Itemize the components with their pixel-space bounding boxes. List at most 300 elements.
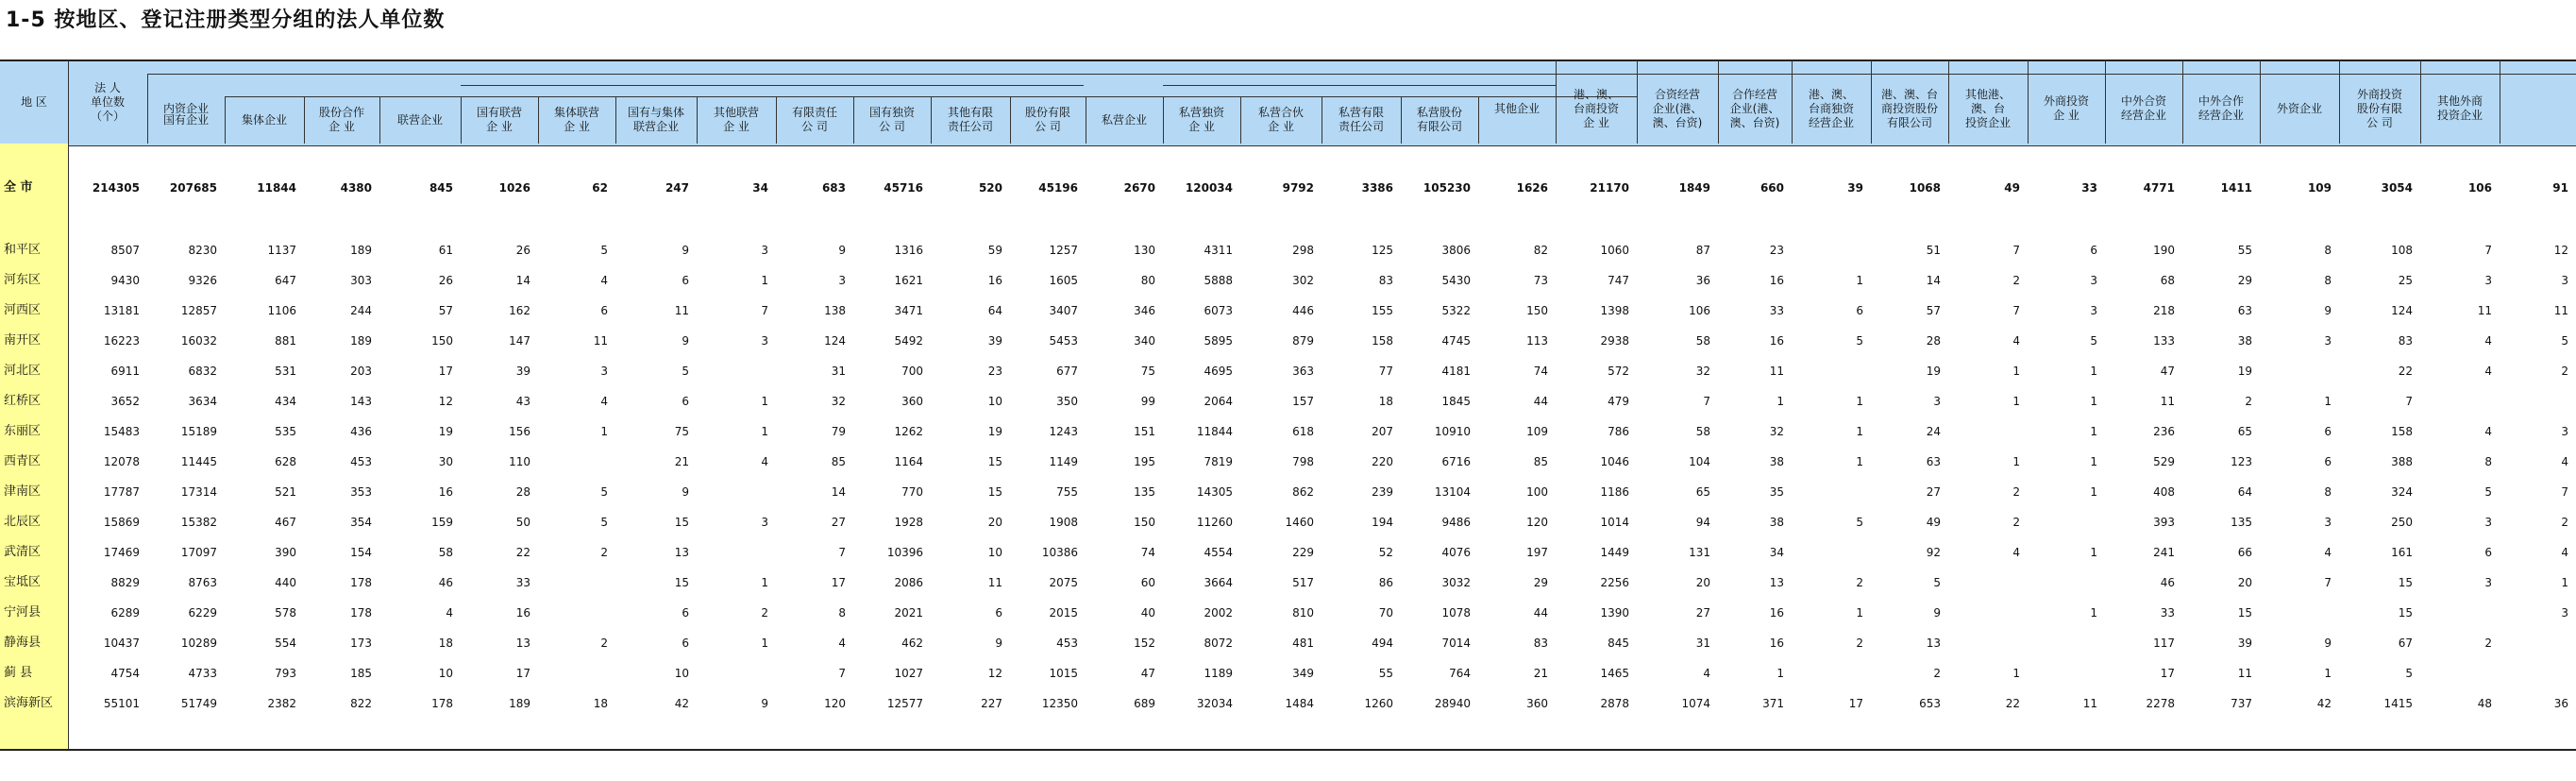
table-cell: 786 [1608,425,1629,438]
table-cell: 2002 [1204,606,1233,620]
table-cell: 572 [1608,365,1629,378]
table-cell: 4 [2484,425,2492,438]
table-cell: 21170 [1590,181,1629,195]
table-cell: 12 [987,667,1002,680]
table-cell: 6 [2484,546,2492,559]
table-cell: 42 [2316,697,2332,710]
table-cell: 14 [515,274,530,287]
table-row [0,540,2576,565]
table-cell: 578 [275,606,296,620]
table-cell: 16 [515,606,530,620]
region-name: 全 市 [4,180,33,195]
table-cell: 17 [515,667,530,680]
table-row [0,691,2576,716]
table-cell: 1411 [2220,181,2252,195]
table-cell: 2 [1856,637,1863,650]
table-row-total [0,176,2576,200]
table-cell: 47 [1140,667,1155,680]
table-cell: 9486 [1441,516,1471,529]
table-row [0,389,2576,414]
table-cell: 2075 [1049,576,1078,589]
table-cell [2260,601,2339,625]
table-cell [697,480,776,504]
region-name: 津南区 [4,484,42,499]
table-cell: 4 [2484,365,2492,378]
table-row [0,329,2576,353]
table-cell: 1060 [1600,244,1629,257]
table-cell: 1465 [1600,667,1629,680]
table-cell: 46 [438,576,453,589]
table-cell: 73 [1533,274,1548,287]
table-cell: 2 [1933,667,1941,680]
table-cell: 18 [1378,395,1393,408]
table-cell: 14305 [1196,485,1233,499]
table-cell: 4 [761,455,768,468]
table-cell: 83 [1378,274,1393,287]
table-cell: 11 [593,334,608,348]
table-cell [1948,419,2028,444]
table-cell: 13181 [103,304,140,317]
table-cell: 17314 [180,485,217,499]
table-cell: 10910 [1434,425,1471,438]
table-cell: 4695 [1204,365,1233,378]
table-cell [2500,631,2576,655]
table-cell: 159 [431,516,453,529]
table-cell: 16 [1769,606,1784,620]
table-cell: 15 [674,516,689,529]
table-cell: 10 [987,546,1002,559]
table-cell: 4 [2484,334,2492,348]
table-cell: 62 [592,181,608,195]
table-cell: 32 [1695,365,1710,378]
table-cell: 5 [682,365,689,378]
table-cell: 7 [2561,485,2568,499]
header-col-27: 中外合作 经营企业 [2197,94,2244,122]
table-cell [2260,359,2339,383]
table-cell: 2382 [267,697,296,710]
table-row [0,510,2576,535]
table-cell: 58 [1695,425,1710,438]
table-cell: 27 [1926,485,1941,499]
table-cell: 2256 [1600,576,1629,589]
table-cell: 3054 [2381,181,2413,195]
table-cell: 1845 [1441,395,1471,408]
table-cell: 3407 [1049,304,1078,317]
table-cell: 7 [1703,395,1710,408]
table-cell: 11844 [257,181,296,195]
table-row [0,450,2576,474]
table-cell: 2 [2012,274,2020,287]
table-cell: 2 [600,546,608,559]
table-cell: 26 [438,274,453,287]
table-cell: 77 [1378,365,1393,378]
table-cell: 9 [838,244,846,257]
table-row [0,268,2576,293]
table-cell: 43 [515,395,530,408]
header-col-20: 合资经营 企业(港、 澳、台资) [1652,87,1703,129]
table-row [0,661,2576,686]
table-cell: 764 [1449,667,1471,680]
table-cell: 25 [2398,274,2413,287]
table-cell: 1 [2324,667,2332,680]
table-cell: 86 [1378,576,1393,589]
table-cell: 4754 [110,667,140,680]
header-col-21: 合作经营 企业(港、 澳、台资) [1729,87,1780,129]
table-cell: 2 [1856,576,1863,589]
table-cell [1948,570,2028,595]
table-cell: 683 [821,181,846,195]
table-cell: 15 [674,576,689,589]
table-cell: 1 [2012,667,2020,680]
table-cell: 85 [831,455,846,468]
table-cell: 87 [1695,244,1710,257]
region-name: 河北区 [4,364,42,378]
table-cell: 517 [1292,576,1314,589]
table-cell: 2015 [1049,606,1078,620]
table-cell: 1390 [1600,606,1629,620]
table-cell: 388 [2391,455,2413,468]
table-cell: 1 [1856,274,1863,287]
table-cell: 1 [2090,606,2097,620]
table-cell: 371 [1762,697,1784,710]
table-cell: 5 [1933,576,1941,589]
table-cell: 155 [1372,304,1393,317]
table-cell: 4733 [188,667,217,680]
table-cell: 1260 [1364,697,1393,710]
table-cell: 531 [275,365,296,378]
table-cell: 178 [350,606,372,620]
table-cell: 133 [2153,334,2175,348]
table-cell: 105230 [1423,181,1471,195]
table-cell: 120034 [1185,181,1233,195]
table-cell: 68 [2160,274,2175,287]
table-cell: 9792 [1282,181,1314,195]
table-cell: 203 [350,365,372,378]
table-cell: 28940 [1434,697,1471,710]
table-cell: 2 [2012,485,2020,499]
table-cell: 1 [761,395,768,408]
table-cell: 3 [838,274,846,287]
table-cell: 124 [824,334,846,348]
table-cell: 1 [761,274,768,287]
table-cell [1948,601,2028,625]
table-cell: 13 [674,546,689,559]
table-cell: 653 [1919,697,1941,710]
table-cell: 16032 [180,334,217,348]
table-cell: 1149 [1049,455,1078,468]
table-cell: 173 [350,637,372,650]
table-cell: 49 [2004,181,2020,195]
table-title: 1-5 按地区、登记注册类型分组的法人单位数 [6,8,446,32]
table-cell: 32 [1769,425,1784,438]
table-cell: 879 [1292,334,1314,348]
table-cell: 6 [682,606,689,620]
table-cell: 39 [2237,637,2252,650]
table-cell: 1 [761,576,768,589]
region-name: 滨海新区 [4,696,54,710]
table-cell: 677 [1056,365,1078,378]
table-cell: 10396 [886,546,923,559]
table-cell: 3 [600,365,608,378]
table-cell: 3 [2090,274,2097,287]
table-cell: 178 [350,576,372,589]
table-cell: 150 [1526,304,1548,317]
table-cell: 66 [2237,546,2252,559]
table-cell: 214305 [92,181,140,195]
table-cell: 190 [2153,244,2175,257]
table-cell: 5 [2090,334,2097,348]
table-cell: 3 [2484,516,2492,529]
table-cell: 147 [509,334,530,348]
table-cell: 250 [2391,516,2413,529]
table-cell: 70 [1378,606,1393,620]
header-col-30: 其他外商 投资企业 [2436,94,2483,122]
table-cell: 11445 [180,455,217,468]
table-cell: 1 [2090,425,2097,438]
table-cell: 1 [600,425,608,438]
table-cell [2028,510,2105,535]
table-cell: 7 [838,667,846,680]
header-col-26: 中外合资 经营企业 [2120,94,2166,122]
table-cell: 154 [350,546,372,559]
header-col-8: 其他联营 企 业 [713,106,759,133]
region-column-background [0,144,69,749]
table-cell: 47 [2160,365,2175,378]
table-cell: 1026 [498,181,530,195]
region-name: 静海县 [4,636,42,650]
table-cell: 1484 [1285,697,1314,710]
table-cell: 9 [995,637,1002,650]
table-cell: 350 [1056,395,1078,408]
table-cell: 8507 [110,244,140,257]
table-cell: 135 [1134,485,1155,499]
table-cell: 1605 [1049,274,1078,287]
table-cell: 33 [515,576,530,589]
table-cell: 150 [431,334,453,348]
table-cell: 4076 [1441,546,1471,559]
table-cell: 340 [1134,334,1155,348]
table-cell: 120 [824,697,846,710]
table-cell: 2 [2561,365,2568,378]
table-cell: 65 [1695,485,1710,499]
header-col-2: 集体企业 [241,112,287,127]
table-cell: 7 [2012,244,2020,257]
table-cell: 99 [1140,395,1155,408]
table-cell: 130 [1134,244,1155,257]
table-cell: 22 [2005,697,2020,710]
table-cell: 85 [1533,455,1548,468]
table-cell: 302 [1292,274,1314,287]
table-cell: 6 [2090,244,2097,257]
header-domestic: 内资企业 [162,101,209,115]
table-cell: 117 [2153,637,2175,650]
table-cell: 1398 [1600,304,1629,317]
table-cell: 44 [1533,395,1548,408]
table-cell: 1074 [1681,697,1710,710]
table-cell: 19 [987,425,1002,438]
header-col-12: 股份有限 公 司 [1024,106,1070,133]
table-cell: 353 [350,485,372,499]
table-cell: 6911 [110,365,140,378]
table-cell [697,359,776,383]
table-cell: 1928 [894,516,923,529]
table-cell: 17 [2160,667,2175,680]
table-cell: 27 [1695,606,1710,620]
table-cell [538,570,615,595]
table-cell: 1908 [1049,516,1078,529]
table-cell: 1 [1856,455,1863,468]
table-cell: 10 [674,667,689,680]
table-cell: 660 [1759,181,1784,195]
table-cell: 106 [2467,181,2492,195]
table-cell: 1449 [1600,546,1629,559]
table-cell: 218 [2153,304,2175,317]
table-cell: 10386 [1041,546,1078,559]
table-cell: 3 [761,334,768,348]
table-cell: 5 [600,485,608,499]
table-cell: 123 [2231,455,2252,468]
table-cell: 810 [1292,606,1314,620]
table-cell: 1186 [1600,485,1629,499]
table-cell: 178 [431,697,453,710]
table-cell: 46 [2160,576,2175,589]
table-cell: 5 [1856,334,1863,348]
table-cell: 57 [1926,304,1941,317]
table-cell: 1626 [1516,181,1548,195]
table-cell: 1 [2090,395,2097,408]
table-cell: 63 [1926,455,1941,468]
table-cell: 9430 [110,274,140,287]
table-cell: 120 [1526,516,1548,529]
table-cell: 363 [1292,365,1314,378]
table-cell: 10 [987,395,1002,408]
table-cell: 3806 [1441,244,1471,257]
table-cell: 3 [2324,334,2332,348]
table-cell: 1262 [894,425,923,438]
table-cell: 152 [1134,637,1155,650]
table-cell: 138 [824,304,846,317]
table-cell: 197 [1526,546,1548,559]
table-cell: 82 [1533,244,1548,257]
table-cell: 9326 [188,274,217,287]
table-cell: 390 [275,546,296,559]
table-cell: 125 [1372,244,1393,257]
table-row [0,480,2576,504]
table-cell: 12 [2553,244,2568,257]
table-cell: 408 [2153,485,2175,499]
table-cell: 4745 [1441,334,1471,348]
table-cell: 4554 [1204,546,1233,559]
table-cell: 21 [1533,667,1548,680]
table-cell: 6 [682,637,689,650]
table-cell: 822 [350,697,372,710]
table-row [0,601,2576,625]
table-cell: 13104 [1434,485,1471,499]
table-cell: 6832 [188,365,217,378]
table-cell: 59 [987,244,1002,257]
table-cell: 17 [438,365,453,378]
table-cell [2028,631,2105,655]
table-cell [1792,540,1871,565]
table-cell: 1 [2012,455,2020,468]
table-cell: 75 [1140,365,1155,378]
table-cell: 15382 [180,516,217,529]
table-cell: 1 [2012,395,2020,408]
table-cell: 2 [2245,395,2252,408]
table-cell: 303 [350,274,372,287]
header-col-15: 私营合伙 企 业 [1257,106,1304,133]
table-cell: 51749 [180,697,217,710]
table-cell: 135 [2231,516,2252,529]
table-cell: 64 [2237,485,2252,499]
table-cell: 58 [438,546,453,559]
table-cell: 3 [2561,425,2568,438]
table-cell: 30 [438,455,453,468]
table-cell: 19 [1926,365,1941,378]
table-cell: 9 [2324,304,2332,317]
table-cell: 1 [2090,455,2097,468]
table-cell [1792,238,1871,263]
table-cell: 236 [2153,425,2175,438]
table-cell: 554 [275,637,296,650]
table-cell: 11 [2477,304,2492,317]
table-cell: 521 [275,485,296,499]
table-cell: 453 [350,455,372,468]
table-cell: 3 [2090,304,2097,317]
header-col-28: 外资企业 [2276,101,2322,115]
table-cell: 7 [2484,244,2492,257]
table-cell: 4 [2561,546,2568,559]
table-cell: 17469 [103,546,140,559]
table-cell: 494 [1372,637,1393,650]
table-cell [2420,601,2500,625]
table-cell: 33 [2081,181,2097,195]
table-cell: 8 [2324,244,2332,257]
table-cell: 8072 [1204,637,1233,650]
table-cell: 1621 [894,274,923,287]
table-cell: 1243 [1049,425,1078,438]
table-cell: 247 [665,181,689,195]
table-cell: 8 [2324,274,2332,287]
table-cell: 7014 [1441,637,1471,650]
table-cell: 57 [438,304,453,317]
table-cell: 6 [2324,455,2332,468]
table-row [0,238,2576,263]
table-cell: 1 [761,425,768,438]
table-cell: 6289 [110,606,140,620]
table-cell: 20 [987,516,1002,529]
table-cell: 45196 [1038,181,1078,195]
table-cell: 793 [275,667,296,680]
table-cell: 324 [2391,485,2413,499]
table-cell: 747 [1608,274,1629,287]
table-cell: 83 [1533,637,1548,650]
table-cell: 12 [438,395,453,408]
table-cell: 244 [350,304,372,317]
table-cell: 6 [682,395,689,408]
table-cell: 4 [600,395,608,408]
table-cell: 17787 [103,485,140,499]
table-cell: 2086 [894,576,923,589]
table-cell: 207 [1372,425,1393,438]
table-cell: 55 [1378,667,1393,680]
header-col-19: 港、澳、 台商投资 企 业 [1573,87,1619,129]
table-cell: 6 [995,606,1002,620]
table-cell [538,450,615,474]
table-cell: 481 [1292,637,1314,650]
region-name: 河西区 [4,303,42,317]
table-cell: 1 [1776,667,1784,680]
